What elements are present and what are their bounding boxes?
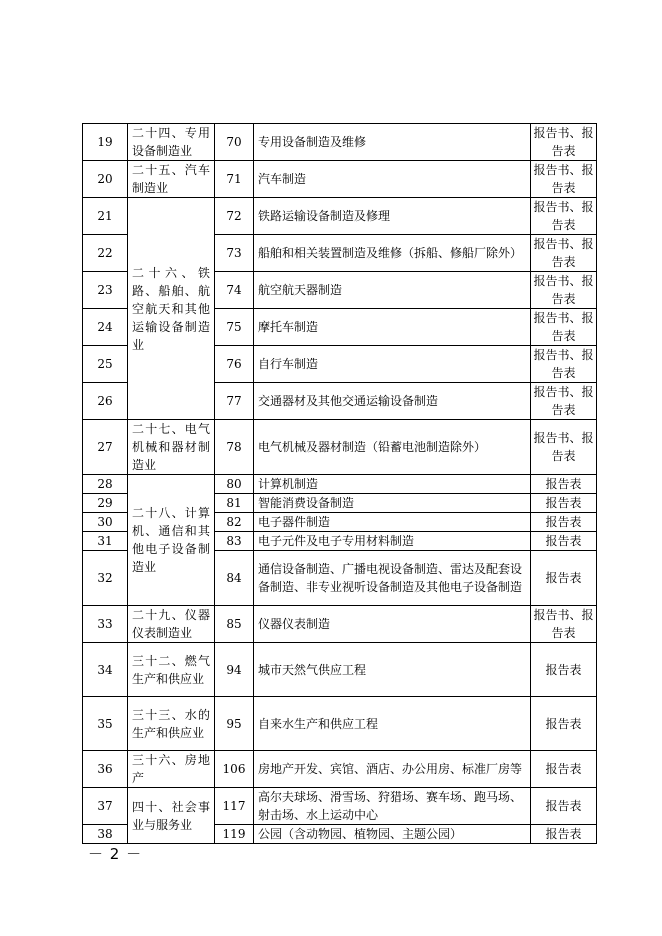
requirement-cell: 报告书、报告表: [531, 124, 597, 161]
category-cell: 二十五、汽车制造业: [128, 161, 215, 198]
requirement-cell: 报告表: [531, 475, 597, 494]
row-number: 33: [83, 606, 128, 643]
row-number: 20: [83, 161, 128, 198]
table-row: [83, 124, 597, 161]
category-cell: 三十六、房地产: [128, 751, 215, 788]
row-number: 26: [83, 383, 128, 420]
row-number: 35: [83, 697, 128, 751]
requirement-cell: 报告表: [531, 697, 597, 751]
code-cell: 119: [215, 825, 254, 844]
requirement-cell: 报告表: [531, 513, 597, 532]
industry-cell: 计算机制造: [254, 475, 531, 494]
code-cell: 72: [215, 198, 254, 235]
code-cell: 77: [215, 383, 254, 420]
table-row: [83, 751, 597, 788]
industry-cell: 汽车制造: [254, 161, 531, 198]
category-cell: 四十、社会事业与服务业: [128, 788, 215, 844]
table-row: [83, 198, 597, 235]
industry-cell: 高尔夫球场、滑雪场、狩猎场、赛车场、跑马场、射击场、水上运动中心: [254, 788, 531, 825]
industry-cell: 专用设备制造及维修: [254, 124, 531, 161]
row-number: 22: [83, 235, 128, 272]
row-number: 19: [83, 124, 128, 161]
industry-cell: 仪器仪表制造: [254, 606, 531, 643]
industry-cell: 电子器件制造: [254, 513, 531, 532]
row-number: 25: [83, 346, 128, 383]
table-row: [83, 643, 597, 697]
industry-cell: 电子元件及电子专用材料制造: [254, 532, 531, 551]
table-row: [83, 697, 597, 751]
industry-cell: 公园（含动物园、植物园、主题公园）: [254, 825, 531, 844]
table-row: [83, 606, 597, 643]
row-number: 28: [83, 475, 128, 494]
code-cell: 81: [215, 494, 254, 513]
industry-cell: 交通器材及其他交通运输设备制造: [254, 383, 531, 420]
row-number: 31: [83, 532, 128, 551]
row-number: 30: [83, 513, 128, 532]
row-number: 24: [83, 309, 128, 346]
industry-cell: 船舶和相关装置制造及维修（拆船、修船厂除外）: [254, 235, 531, 272]
code-cell: 95: [215, 697, 254, 751]
industry-cell: 自来水生产和供应工程: [254, 697, 531, 751]
row-number: 36: [83, 751, 128, 788]
table-row: [83, 161, 597, 198]
row-number: 34: [83, 643, 128, 697]
requirement-cell: 报告表: [531, 825, 597, 844]
requirement-cell: 报告表: [531, 751, 597, 788]
industry-cell: 摩托车制造: [254, 309, 531, 346]
category-cell: 三十二、燃气生产和供应业: [128, 643, 215, 697]
code-cell: 117: [215, 788, 254, 825]
row-number: 29: [83, 494, 128, 513]
industry-cell: 房地产开发、宾馆、酒店、办公用房、标准厂房等: [254, 751, 531, 788]
requirement-cell: 报告书、报告表: [531, 161, 597, 198]
category-cell: 二十四、专用设备制造业: [128, 124, 215, 161]
table-row: [83, 788, 597, 825]
code-cell: 85: [215, 606, 254, 643]
industry-cell: 铁路运输设备制造及修理: [254, 198, 531, 235]
requirement-cell: 报告表: [531, 494, 597, 513]
category-cell: 二十七、电气机械和器材制造业: [128, 420, 215, 475]
requirement-cell: 报告书、报告表: [531, 346, 597, 383]
requirement-cell: 报告表: [531, 643, 597, 697]
requirement-cell: 报告表: [531, 551, 597, 606]
requirement-cell: 报告书、报告表: [531, 235, 597, 272]
industry-cell: 航空航天器制造: [254, 272, 531, 309]
code-cell: 82: [215, 513, 254, 532]
row-number: 32: [83, 551, 128, 606]
row-number: 23: [83, 272, 128, 309]
requirement-cell: 报告书、报告表: [531, 198, 597, 235]
table-row: [83, 420, 597, 475]
row-number: 21: [83, 198, 128, 235]
category-cell: 二十六、铁路、船舶、航空航天和其他运输设备制造业: [128, 198, 215, 420]
industry-cell: 城市天然气供应工程: [254, 643, 531, 697]
page-number: － 2 －: [88, 845, 143, 863]
code-cell: 83: [215, 532, 254, 551]
industry-cell: 智能消费设备制造: [254, 494, 531, 513]
category-cell: 二十九、仪器仪表制造业: [128, 606, 215, 643]
code-cell: 80: [215, 475, 254, 494]
requirement-cell: 报告书、报告表: [531, 272, 597, 309]
industry-cell: 电气机械及器材制造（铅蓄电池制造除外）: [254, 420, 531, 475]
row-number: 27: [83, 420, 128, 475]
code-cell: 76: [215, 346, 254, 383]
industry-cell: 自行车制造: [254, 346, 531, 383]
requirement-cell: 报告书、报告表: [531, 606, 597, 643]
requirement-cell: 报告表: [531, 532, 597, 551]
code-cell: 106: [215, 751, 254, 788]
code-cell: 73: [215, 235, 254, 272]
requirement-cell: 报告表: [531, 788, 597, 825]
code-cell: 74: [215, 272, 254, 309]
code-cell: 94: [215, 643, 254, 697]
requirement-cell: 报告书、报告表: [531, 420, 597, 475]
row-number: 37: [83, 788, 128, 825]
requirement-cell: 报告书、报告表: [531, 309, 597, 346]
industry-table: [82, 123, 597, 844]
row-number: 38: [83, 825, 128, 844]
industry-cell: 通信设备制造、广播电视设备制造、雷达及配套设备制造、非专业视听设备制造及其他电子设备制造: [254, 551, 531, 606]
table-row: [83, 475, 597, 494]
code-cell: 71: [215, 161, 254, 198]
category-cell: 三十三、水的生产和供应业: [128, 697, 215, 751]
requirement-cell: 报告书、报告表: [531, 383, 597, 420]
code-cell: 70: [215, 124, 254, 161]
code-cell: 75: [215, 309, 254, 346]
code-cell: 78: [215, 420, 254, 475]
code-cell: 84: [215, 551, 254, 606]
category-cell: 二十八、计算机、通信和其他电子设备制造业: [128, 475, 215, 606]
